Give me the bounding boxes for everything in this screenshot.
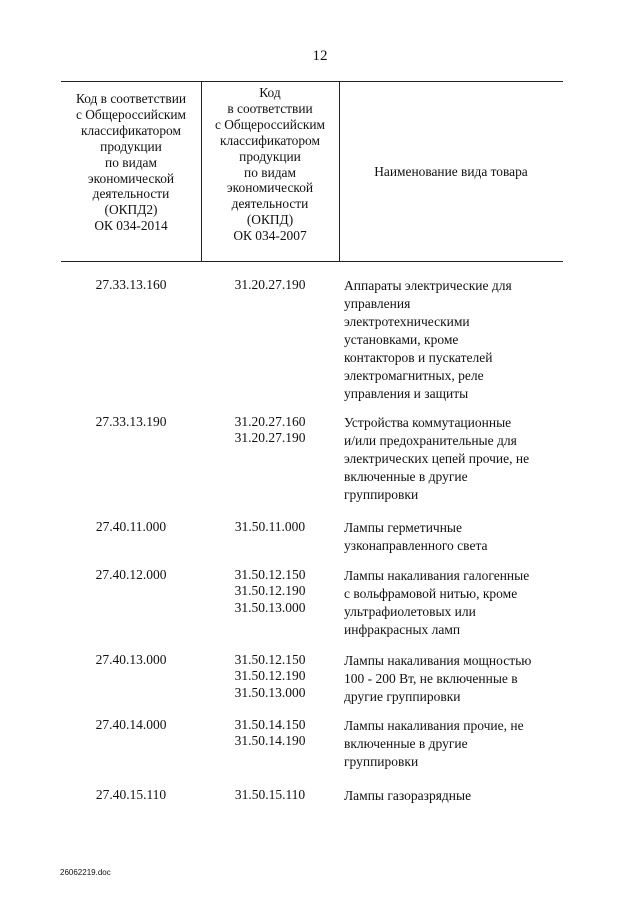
header-line: ОК 034-2007 xyxy=(233,228,307,244)
header-line: ОК 034-2014 xyxy=(94,218,168,234)
header-line: деятельности xyxy=(92,186,170,202)
okpd-code: 31.20.27.190 xyxy=(234,277,306,292)
okpd2-code: 27.40.11.000 xyxy=(95,519,167,534)
header-line: (ОКПД2) xyxy=(104,202,158,218)
product-name-line: включенные в другие xyxy=(344,469,468,484)
okpd-codes xyxy=(201,277,339,293)
header-product-name xyxy=(339,164,563,180)
product-name xyxy=(344,519,564,555)
header-okpd xyxy=(201,85,339,244)
product-name-line: группировки xyxy=(344,754,419,769)
okpd-code: 31.50.12.190 xyxy=(234,583,306,599)
okpd-codes xyxy=(201,717,339,750)
okpd-code: 31.50.13.000 xyxy=(234,599,306,615)
product-name-line: Лампы газоразрядные xyxy=(344,788,472,803)
header-line: по видам xyxy=(105,154,157,170)
product-name-line: управления xyxy=(344,296,411,311)
product-name xyxy=(344,787,564,805)
okpd-code: 31.50.12.150 xyxy=(234,652,306,667)
okpd2-code: 27.33.13.160 xyxy=(95,277,167,292)
product-name-line: установками, кроме xyxy=(344,332,459,347)
table-header xyxy=(61,81,563,262)
header-line: продукции xyxy=(239,148,301,164)
header-line: с Общероссийским xyxy=(214,116,326,132)
header-line: классификатором xyxy=(220,132,320,148)
product-name-line: ультрафиолетовых или xyxy=(344,604,476,619)
page-number: 12 xyxy=(312,48,328,64)
header-okpd2 xyxy=(61,91,201,234)
header-line: с Общероссийским xyxy=(75,106,187,122)
product-name-line: и/или предохранительные для xyxy=(344,433,517,448)
product-name-line: электрических цепей прочие, не xyxy=(344,451,530,466)
okpd-codes xyxy=(201,519,339,535)
footer-filename: 26062219.doc xyxy=(60,868,111,877)
header-line: в соответствии xyxy=(227,100,313,116)
product-name xyxy=(344,414,564,504)
header-line: Код xyxy=(259,85,281,100)
header-line: (ОКПД) xyxy=(246,212,294,228)
product-name-line: инфракрасных ламп xyxy=(344,622,461,637)
okpd-codes xyxy=(201,414,339,447)
okpd-code: 31.50.14.190 xyxy=(234,733,306,749)
okpd2-code: 27.40.15.110 xyxy=(95,787,167,802)
okpd-code: 31.50.15.110 xyxy=(234,787,306,802)
product-name xyxy=(344,717,564,771)
header-line: экономической xyxy=(87,170,175,186)
okpd-code: 31.50.14.150 xyxy=(234,717,306,732)
product-name-line: электромагнитных, реле xyxy=(344,368,484,383)
okpd-code: 31.50.13.000 xyxy=(234,684,306,700)
okpd-codes xyxy=(201,652,339,701)
product-name xyxy=(344,652,564,706)
okpd-code: 31.50.12.150 xyxy=(234,567,306,582)
okpd2-code: 27.40.14.000 xyxy=(95,717,167,732)
header-line: Код в соответствии xyxy=(75,91,187,106)
okpd2-code: 27.40.13.000 xyxy=(95,652,167,667)
header-line: классификатором xyxy=(81,122,181,138)
header-line: экономической xyxy=(226,180,314,196)
header-line: Наименование вида товара xyxy=(374,164,528,179)
product-name-line: электротехническими xyxy=(344,314,470,329)
product-name-line: с вольфрамовой нитью, кроме xyxy=(344,586,518,601)
product-name-line: управления и защиты xyxy=(344,386,469,401)
product-name-line: группировки xyxy=(344,487,419,502)
product-name-line: включенные в другие xyxy=(344,736,468,751)
product-name-line: Лампы накаливания мощностью xyxy=(344,653,532,668)
product-name-line: Устройства коммутационные xyxy=(344,415,512,430)
product-name xyxy=(344,567,564,639)
product-name-line: другие группировки xyxy=(344,689,461,704)
okpd2-code: 27.40.12.000 xyxy=(95,567,167,582)
okpd-codes xyxy=(201,567,339,616)
okpd-code: 31.50.12.190 xyxy=(234,668,306,684)
product-name-line: Аппараты электрические для xyxy=(344,278,512,293)
okpd-codes xyxy=(201,787,339,803)
product-name xyxy=(344,277,564,403)
header-line: по видам xyxy=(244,164,296,180)
product-name-line: 100 - 200 Вт, не включенные в xyxy=(344,671,518,686)
header-line: продукции xyxy=(100,138,162,154)
product-name-line: Лампы накаливания галогенные xyxy=(344,568,530,583)
okpd2-code: 27.33.13.190 xyxy=(95,414,167,429)
okpd-code: 31.50.11.000 xyxy=(234,519,306,534)
product-name-line: узконаправленного света xyxy=(344,538,488,553)
product-name-line: Лампы накаливания прочие, не xyxy=(344,718,524,733)
okpd-code: 31.20.27.160 xyxy=(234,414,306,429)
product-name-line: Лампы герметичные xyxy=(344,520,462,535)
header-line: деятельности xyxy=(231,196,309,212)
product-name-line: контакторов и пускателей xyxy=(344,350,493,365)
okpd-code: 31.20.27.190 xyxy=(234,430,306,446)
